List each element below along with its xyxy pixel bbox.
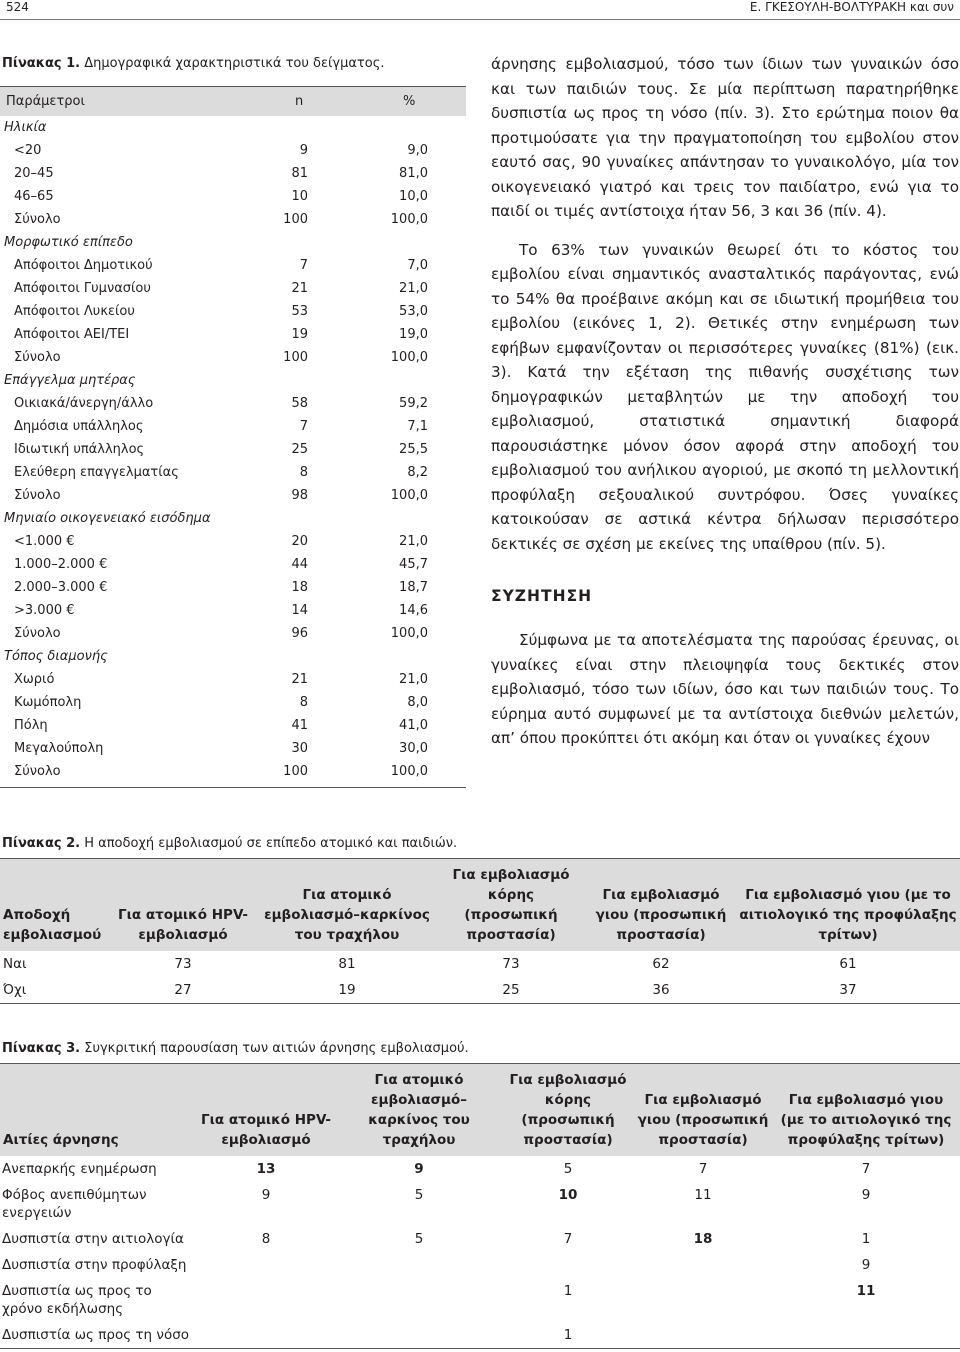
table3-header-cell: Για εμβολιασμό γιου (με το αιτιολογικό της προφύλαξης τρίτων) xyxy=(772,1064,960,1157)
header-rule xyxy=(0,19,960,20)
table2-header-cell: Για ατομικό HPV-εμβολιασμό xyxy=(108,859,258,952)
table1-row-pct: 25,5 xyxy=(399,442,428,457)
table3-cell xyxy=(196,1278,336,1322)
table1-row-label: Σύνολο xyxy=(14,350,61,365)
table3-cell: 11 xyxy=(856,1283,876,1299)
table2-header-cell: Για εμβολιασμό γιου (με το αιτιολογικό της προφύλαξης τρίτων) xyxy=(736,859,960,952)
table3-header-cell: Για εμβολιασμό κόρης (προσωπική προστασία) xyxy=(502,1064,634,1157)
table3-cell xyxy=(196,1322,336,1349)
table1-row-n: 9 xyxy=(299,143,308,158)
table3-cell xyxy=(336,1252,502,1278)
table3-row-label: Ανεπαρκής ενημέρωση xyxy=(2,1161,157,1177)
table1-body xyxy=(0,116,466,788)
table1-row-pct: 21,0 xyxy=(399,672,428,687)
table1-row xyxy=(0,553,466,576)
table3-header-cell: Για εμβολιασμό γιου (προσωπική προστασία) xyxy=(634,1064,772,1157)
table3-cell xyxy=(634,1322,772,1349)
table1-row-n: 10 xyxy=(291,189,308,204)
table1-row xyxy=(0,760,466,783)
table1-row-pct: 100,0 xyxy=(390,212,428,227)
table1-row-pct: 7,0 xyxy=(407,258,428,273)
table2-row-label: Όχι xyxy=(0,977,108,1004)
table1-row xyxy=(0,599,466,622)
table1-row-pct: 21,0 xyxy=(399,534,428,549)
table1-row xyxy=(0,415,466,438)
table1-row xyxy=(0,622,466,645)
table1-row-label: 46–65 xyxy=(14,189,54,204)
table3-cell: 5 xyxy=(414,1231,424,1247)
table3-cell: 9 xyxy=(861,1257,871,1273)
table1-row-n: 21 xyxy=(291,672,308,687)
table1-caption xyxy=(2,56,384,71)
table1-row-n: 8 xyxy=(299,695,308,710)
table1-row-n: 53 xyxy=(291,304,308,319)
table2-cell: 36 xyxy=(586,977,736,1004)
table1-row-pct: 8,0 xyxy=(407,695,428,710)
table1-row-pct: 30,0 xyxy=(399,741,428,756)
table3-caption xyxy=(2,1041,469,1056)
table2-cell: 73 xyxy=(174,956,192,972)
table1-row xyxy=(0,737,466,760)
table1-row-label: Ιδιωτική υπάλληλος xyxy=(14,442,145,457)
table3-cell: 11 xyxy=(694,1187,712,1203)
table1-row xyxy=(0,461,466,484)
table1-row-pct: 19,0 xyxy=(399,327,428,342)
table3-header-cell: Για ατομικό εμβολιασμό–καρκίνος του τραχήλου xyxy=(336,1064,502,1157)
table1-row-label: Απόφοιτοι Λυκείου xyxy=(14,304,135,319)
table1-row xyxy=(0,300,466,323)
table3-cell: 1 xyxy=(563,1283,573,1299)
page-number: 524 xyxy=(6,0,29,14)
table1-row-pct: 53,0 xyxy=(399,304,428,319)
table3-cell: 1 xyxy=(861,1231,871,1247)
table2-cell: 81 xyxy=(338,956,356,972)
table1-demographics xyxy=(0,86,466,788)
table1-section-row xyxy=(0,645,466,668)
table1-row-pct: 21,0 xyxy=(399,281,428,296)
table1-row xyxy=(0,346,466,369)
table3-row-label: Δυσπιστία ως προς το χρόνο εκδήλωσης xyxy=(2,1283,152,1317)
table1-row xyxy=(0,323,466,346)
table1-row xyxy=(0,162,466,185)
table3-row xyxy=(0,1252,960,1278)
table2-cell: 61 xyxy=(839,956,857,972)
table1-row-label: Ελεύθερη επαγγελματίας xyxy=(14,465,179,480)
table1-row-n: 14 xyxy=(291,603,308,618)
table3-row-label: Δυσπιστία στην προφύλαξη xyxy=(2,1257,187,1273)
table1-row-label: Σύνολο xyxy=(14,626,61,641)
table1-row-pct: 100,0 xyxy=(390,488,428,503)
table1-header xyxy=(0,86,466,116)
table1-row-label: >3.000 € xyxy=(14,603,75,618)
table3-row xyxy=(0,1182,960,1226)
table3-row-label: Φόβος ανεπιθύμητων ενεργειών xyxy=(2,1187,147,1221)
table1-caption-label: Πίνακας 1. xyxy=(2,56,81,71)
table1-section-row xyxy=(0,116,466,139)
table2-caption-label: Πίνακας 2. xyxy=(2,836,81,851)
table1-section-row xyxy=(0,507,466,530)
table3-cell: 10 xyxy=(558,1187,578,1203)
table2-cell: 25 xyxy=(436,977,586,1004)
table1-row-n: 98 xyxy=(291,488,308,503)
paragraph-3: Σύμφωνα με τα αποτελέσματα της παρούσας έρευνας, οι γυναίκες είναι στην πλειοψηφία τους δεκτικές στον εμβολιασμό, τόσο των ιδίων, όσο και των παιδιών τους. Το εύρημα αυτό συμφωνεί με τα αντίστοιχα διεθνών μελετών, απ’ όπου προκύπτει ότι ακόμη και όταν οι γυναίκες έχουν xyxy=(491,631,959,747)
table1-row-label: Σύνολο xyxy=(14,212,61,227)
section-heading-discussion: ΣΥΖΗΤΗΣΗ xyxy=(491,587,593,605)
table3-cell xyxy=(196,1252,336,1278)
paragraph-1: άρνησης εμβολιασμού, τόσο των ίδιων των γυναικών όσο και των παιδιών τους. Σε μία περίπτωση παρατηρήθηκε δυσπιστία ως προς τη νόσο (πίν. 3). Στο ερώτημα ποιον θα προτιμούσατε για την πραγματοποίηση του εμβολίου στον εαυτό σας, 90 γυναίκες απάντησαν το γυναικολόγο, μία τον οικογενειακό γιατρό και τρεις τον παιδίατρο, ενώ για το παιδί οι τιμές αντίστοιχα ήταν 56, 3 και 36 (πίν. 4). xyxy=(491,55,959,220)
table1-row xyxy=(0,185,466,208)
table1-row-pct: 100,0 xyxy=(390,764,428,779)
table1-row xyxy=(0,438,466,461)
table1-row-n: 18 xyxy=(291,580,308,595)
table3-caption-label: Πίνακας 3. xyxy=(2,1041,81,1056)
table3-row xyxy=(0,1226,960,1252)
table1-row-pct: 81,0 xyxy=(399,166,428,181)
table2-acceptance xyxy=(0,858,960,1004)
table1-row-n: 100 xyxy=(283,764,308,779)
table1-col-param: Παράμετροι xyxy=(6,94,85,109)
table1-caption-text: Δημογραφικά χαρακτηριστικά του δείγματος. xyxy=(80,56,385,71)
table2-cell: 19 xyxy=(258,977,436,1004)
table1-row-label: Κωμόπολη xyxy=(14,695,82,710)
table1-row-pct: 9,0 xyxy=(407,143,428,158)
table1-row-pct: 45,7 xyxy=(399,557,428,572)
table1-row-pct: 7,1 xyxy=(407,419,428,434)
table3-cell: 18 xyxy=(693,1231,713,1247)
table3-row xyxy=(0,1278,960,1322)
table3-row-label: Δυσπιστία στην αιτιολογία xyxy=(2,1231,184,1247)
table3-cell: 5 xyxy=(563,1161,573,1177)
table2-cell: 37 xyxy=(736,977,960,1004)
table1-row xyxy=(0,576,466,599)
table1-row-label: 20–45 xyxy=(14,166,54,181)
running-header xyxy=(0,0,960,20)
table1-row xyxy=(0,668,466,691)
table2-cell: 27 xyxy=(108,977,258,1004)
table3-cell xyxy=(772,1322,960,1349)
table1-row-n: 19 xyxy=(291,327,308,342)
table1-section-row xyxy=(0,231,466,254)
running-head-authors: Ε. ΓΚΕΣΟΥΛΗ-ΒΟΛΤΥΡΑΚΗ και συν xyxy=(749,0,954,14)
table2-header-cell: Για εμβολιασμό γιου (προσωπική προστασία) xyxy=(586,859,736,952)
table1-row xyxy=(0,392,466,415)
table1-col-pct: % xyxy=(403,94,416,109)
table3-cell: 9 xyxy=(414,1161,424,1177)
table1-row-label: Χωριό xyxy=(14,672,55,687)
table3-cell: 1 xyxy=(502,1322,634,1349)
table1-row-pct: 14,6 xyxy=(399,603,428,618)
table1-row-label: Μηνιαίο οικογενειακό εισόδημα xyxy=(4,511,211,526)
table2-row-label: Ναι xyxy=(3,956,27,972)
table1-row xyxy=(0,714,466,737)
table3-cell: 13 xyxy=(256,1161,276,1177)
table1-row-pct: 59,2 xyxy=(399,396,428,411)
table3-cell: 7 xyxy=(861,1161,871,1177)
table1-row-n: 30 xyxy=(291,741,308,756)
table1-row-label: <1.000 € xyxy=(14,534,75,549)
table1-row-label: 1.000–2.000 € xyxy=(14,557,108,572)
table1-row-label: Απόφοιτοι ΑΕΙ/ΤΕΙ xyxy=(14,327,130,342)
table1-row-n: 7 xyxy=(299,258,308,273)
table3-cell: 8 xyxy=(261,1231,271,1247)
table1-row-n: 58 xyxy=(291,396,308,411)
table1-row-n: 100 xyxy=(283,212,308,227)
table3-cell: 7 xyxy=(698,1161,708,1177)
table1-row-label: Μορφωτικό επίπεδο xyxy=(4,235,133,250)
table1-row-label: Πόλη xyxy=(14,718,48,733)
table2-header-cell: Για ατομικό εμβολιασμό–καρκίνος του τραχήλου xyxy=(258,859,436,952)
table1-col-n: n xyxy=(295,94,304,109)
table3-cell xyxy=(634,1278,772,1322)
table2-caption xyxy=(2,836,457,851)
table1-row-n: 96 xyxy=(291,626,308,641)
table1-row-pct: 100,0 xyxy=(390,350,428,365)
table2-caption-text: Η αποδοχή εμβολιασμού σε επίπεδο ατομικό και παιδιών. xyxy=(80,836,458,851)
table1-row-n: 7 xyxy=(299,419,308,434)
table1-row-pct: 8,2 xyxy=(407,465,428,480)
table1-row-n: 44 xyxy=(291,557,308,572)
table1-row-label: Τόπος διαμονής xyxy=(4,649,108,664)
table3-row-label: Δυσπιστία ως προς τη νόσο xyxy=(0,1322,196,1349)
table1-row-label: Απόφοιτοι Γυμνασίου xyxy=(14,281,151,296)
table1-row xyxy=(0,139,466,162)
table1-row-label: Απόφοιτοι Δημοτικού xyxy=(14,258,153,273)
body-text-column xyxy=(491,52,959,751)
table1-row-n: 21 xyxy=(291,281,308,296)
table3-cell: 9 xyxy=(861,1187,871,1203)
table1-row-n: 41 xyxy=(291,718,308,733)
table3-header-cell: Για ατομικό HPV-εμβολιασμό xyxy=(196,1064,336,1157)
table1-row-pct: 18,7 xyxy=(399,580,428,595)
table1-row xyxy=(0,277,466,300)
table1-row-n: 100 xyxy=(283,350,308,365)
table1-row-pct: 100,0 xyxy=(390,626,428,641)
table3-cell: 9 xyxy=(261,1187,271,1203)
table1-row-label: Μεγαλούπολη xyxy=(14,741,104,756)
table1-row xyxy=(0,691,466,714)
table3-cell: 7 xyxy=(563,1231,573,1247)
table3-cell xyxy=(336,1322,502,1349)
table1-row-n: 81 xyxy=(291,166,308,181)
table3-caption-text: Συγκριτική παρουσίαση των αιτιών άρνησης εμβολιασμού. xyxy=(80,1041,469,1056)
table1-row-label: Σύνολο xyxy=(14,764,61,779)
table2-header-cell: Για εμβολιασμό κόρης (προσωπική προστασία) xyxy=(436,859,586,952)
table3-header-cell: Αιτίες άρνησης xyxy=(0,1064,196,1157)
table1-row-pct: 10,0 xyxy=(399,189,428,204)
table3-row xyxy=(0,1322,960,1349)
paragraph-2: Το 63% των γυναικών θεωρεί ότι το κόστος του εμβολίου είναι σημαντικός ανασταλτικός παράγοντας, ενώ το 54% θα προέβαινε ακόμη και σε ιδιωτική προμήθεια του εμβολίου (εικόνες 1, 2). Θετικές στην ενημέρωση των εφήβων εμφανίζονταν οι περισσότερες γυναίκες (81%) (εικ. 3). Κατά την εξέταση της πιθανής συσχέτισης των δημογραφικών μεταβλητών με την αποδοχή του εμβολιασμού, στατιστικά σημαντική διαφορά παρουσιάστηκε μόνον όσον αφορά στην αποδοχή του εμβολιασμού του ανήλικου αγοριού, με σκοπό τη μελλοντική προφύλαξη σεξουαλικού συντρόφου. Όσες γυναίκες κατοικούσαν σε αστικά κέντρα δήλωσαν περισσότερο δεκτικές σε σχέση με εκείνες της υπαίθρου (πίν. 5). xyxy=(491,240,959,553)
table3-cell: 5 xyxy=(414,1187,424,1203)
table1-row-label: Ηλικία xyxy=(4,120,47,135)
table3-cell xyxy=(502,1252,634,1278)
table3-refusal-reasons xyxy=(0,1063,960,1349)
table3-row xyxy=(0,1156,960,1182)
table1-section-row xyxy=(0,369,466,392)
table2-row xyxy=(0,977,960,1004)
table1-row-label: Σύνολο xyxy=(14,488,61,503)
table1-row xyxy=(0,530,466,553)
table1-row-n: 8 xyxy=(299,465,308,480)
table1-row-label: Επάγγελμα μητέρας xyxy=(4,373,136,388)
table1-row-label: <20 xyxy=(14,143,42,158)
table1-row-pct: 41,0 xyxy=(399,718,428,733)
table2-row xyxy=(0,951,960,977)
table1-row-label: Οικιακά/άνεργη/άλλο xyxy=(14,396,154,411)
table1-row-n: 20 xyxy=(291,534,308,549)
table3-cell xyxy=(634,1252,772,1278)
table1-row xyxy=(0,208,466,231)
table1-row xyxy=(0,254,466,277)
table2-cell: 73 xyxy=(502,956,520,972)
table2-cell: 62 xyxy=(652,956,670,972)
table1-row xyxy=(0,484,466,507)
table3-cell xyxy=(336,1278,502,1322)
table1-row-n: 25 xyxy=(291,442,308,457)
table2-header-cell: Αποδοχή εμβολιασμού xyxy=(0,859,108,952)
table1-row-label: 2.000–3.000 € xyxy=(14,580,108,595)
table1-row-label: Δημόσια υπάλληλος xyxy=(14,419,144,434)
